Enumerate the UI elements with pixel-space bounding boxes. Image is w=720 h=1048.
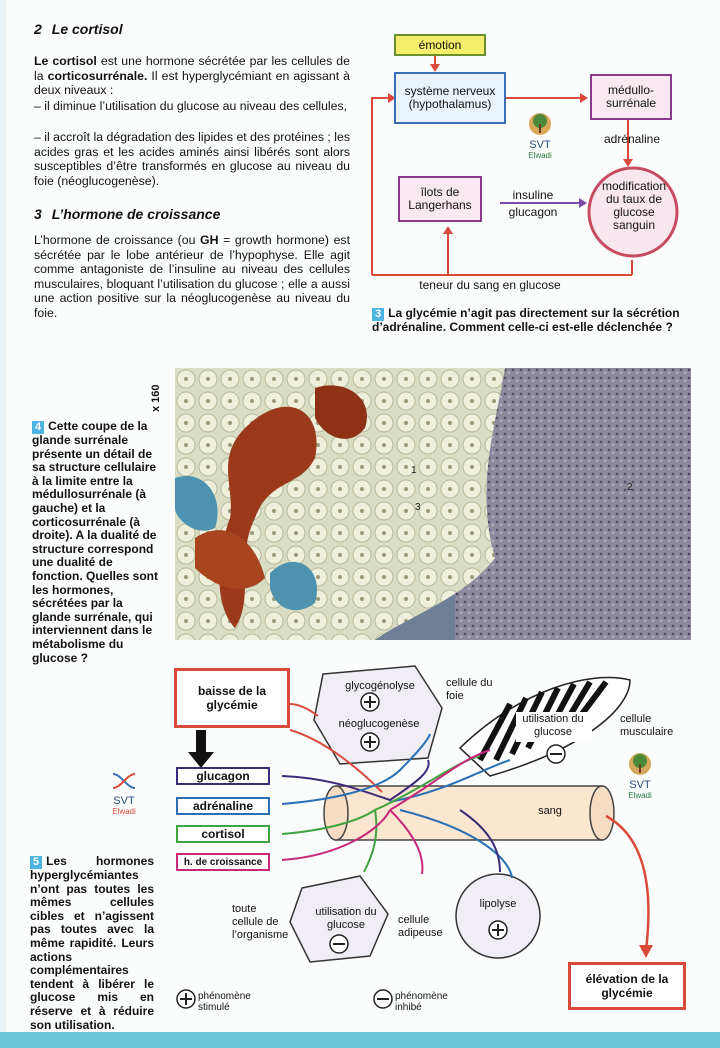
legend-minus-icon: [374, 990, 392, 1008]
lipolyse-label: lipolyse: [479, 898, 517, 910]
bold-term: Le cortisol: [34, 54, 97, 68]
tree-icon: [628, 752, 652, 776]
feedback-arrow: [372, 98, 392, 275]
adipose-plus: [489, 921, 507, 939]
toute-cellule-label: toute cellule de l’organisme: [232, 903, 289, 941]
hormone-glucagon: glucagon: [176, 767, 270, 785]
hormone-adrenaline: adrénaline: [176, 797, 270, 815]
bold-term: GH: [200, 233, 219, 247]
svt-logo: [522, 112, 558, 160]
muscle-minus: [547, 745, 565, 763]
legend-stimule: phénomène stimulé: [198, 991, 251, 1013]
legend-plus-icon: [177, 990, 195, 1008]
micrograph-image: [175, 368, 691, 640]
fig3-caption: [372, 307, 690, 335]
down-arrow: [188, 752, 214, 768]
fig5-caption: [30, 855, 154, 1032]
baisse-glycemie-box: baisse de la glycémie: [174, 668, 290, 728]
hormone-gh: h. de croissance: [176, 853, 270, 871]
bold-term: corticosurrénale.: [47, 68, 148, 83]
section-2-heading: [34, 21, 123, 37]
arrow-head: [430, 64, 440, 72]
hormone-cortisol: cortisol: [176, 825, 270, 843]
section-title: Le cortisol: [51, 21, 123, 37]
section-number: 3: [34, 206, 42, 222]
text-run: Il est hyperglycémiant en agissant à deux niveaux :: [34, 68, 350, 98]
fig4-caption: [32, 420, 162, 665]
logo-sub: Elwadi: [528, 151, 552, 160]
cortisol-point-2: – il accroît la dégradation des lipides et des protéines ; les acides gras et les acides aminés ainsi libérés sont alors susceptibles d’être transformés en glucose au niveau du foie (néoglucogenèse).: [34, 130, 350, 188]
nervous-system-box: système nerveux (hypothalamus): [394, 72, 506, 124]
cellule-musculaire-label: cellule musculaire: [620, 713, 674, 738]
text-run: L’hormone de croissance (ou: [34, 233, 201, 247]
section-number: 2: [34, 21, 42, 37]
tree-icon: [528, 112, 552, 136]
micro-mark-3: 3: [415, 502, 421, 513]
cortisol-point-1: – il diminue l’utilisation du glucose au niveau des cellules,: [34, 99, 348, 113]
page-footer-band: [0, 1032, 720, 1048]
glucagon-label: glucagon: [508, 205, 558, 219]
cortisol-paragraph: [34, 54, 350, 98]
fig3-arrows: [360, 20, 700, 300]
text-run: est une hormone sécrétée par les cellules de la: [34, 54, 350, 83]
arrow-head: [623, 159, 633, 167]
figure-number: 5: [30, 856, 42, 869]
ilots-langerhans-box: îlots de Langerhans: [398, 176, 482, 222]
micro-mark-2: 2: [627, 482, 633, 493]
body-minus: [330, 935, 348, 953]
gh-paragraph: [34, 233, 350, 321]
arrow-head: [443, 226, 453, 234]
logo-name: SVT: [629, 779, 651, 791]
magnification-label: x 160: [150, 384, 162, 412]
logo-sub: Elwadi: [112, 807, 136, 816]
arrow-head: [580, 93, 588, 103]
logo-sub: Elwadi: [628, 791, 652, 800]
cellule-adipeuse-label: cellule adipeuse: [398, 914, 443, 939]
liver-plus-1: [361, 693, 379, 711]
page-edge: [0, 0, 6, 1048]
baisse-to-liver-arrow: [290, 704, 318, 716]
neoglucogenese-label: néoglucogenèse: [338, 718, 420, 730]
caption-text: Cette coupe de la glande surrénale présente un détail de sa structure cellulaire à la limite entre la médullosurrénale (à gauche) et la corticosurrénale (à droite). A la dualité de structure correspond une dualité de fonction. Quelles sont les hormones, sécrétées par la glande surrénale, qui interviennent dans le métabolisme du glucose ?: [32, 419, 159, 665]
svt-logo-right: [622, 752, 658, 800]
insuline-label: insuline: [512, 188, 554, 202]
utilisation-muscle-label: utilisation du glucose: [516, 713, 590, 739]
emotion-box: émotion: [394, 34, 486, 56]
liver-plus-2: [361, 733, 379, 751]
micro-mark-1: 1: [411, 465, 417, 476]
cellule-foie-label: cellule du foie: [446, 677, 493, 702]
text-run: = growth hormone) est sécrétée par le lobe antérieur de l’hypophyse. Elle agit comme antagoniste de l’insuline au niveau des cellules musculaires, bloquant l’utilisation du glucose ; elle a aussi une action positive sur la néoglucogenèse au niveau du foie.: [34, 233, 350, 320]
dna-icon: [111, 770, 137, 792]
logo-name: SVT: [113, 795, 135, 807]
elevation-arrow: [606, 816, 648, 950]
adipose-cell-shape: [456, 874, 540, 958]
figure-number: 3: [372, 308, 384, 321]
teneur-label: teneur du sang en glucose: [419, 278, 561, 292]
caption-text: Les hormones hyperglycémiantes n’ont pas toutes les mêmes cellules cibles et n’agissent pas toutes avec la même rapidité. Leurs actions complémentaires tendent à libérer le glucose mis en réserve et à réduire son utilisation.: [30, 854, 154, 1032]
elevation-glycemie-box: élévation de la glycémie: [568, 962, 686, 1010]
arrow-head: [579, 198, 587, 208]
micrograph: [175, 368, 691, 640]
svt-logo-left: [106, 770, 142, 816]
section-title: L’hormone de croissance: [51, 206, 221, 222]
caption-text: La glycémie n’agit pas directement sur la sécrétion d’adrénaline. Comment celle-ci est-elle déclenchée ?: [372, 306, 680, 334]
legend-inhibe: phénomène inhibé: [395, 991, 448, 1013]
adrenaline-label: adrénaline: [603, 132, 661, 146]
utilisation-glucose-label: utilisation du glucose: [315, 906, 377, 931]
medullosurrenale-box: médullo-surrénale: [590, 74, 672, 120]
modification-label: modification du taux de glucose sanguin: [601, 179, 667, 232]
logo-name: SVT: [529, 139, 551, 151]
figure-number: 4: [32, 421, 44, 434]
sang-label: sang: [538, 805, 562, 817]
section-3-heading: [34, 206, 220, 222]
glycogenolyse-label: glycogénolyse: [345, 680, 415, 692]
